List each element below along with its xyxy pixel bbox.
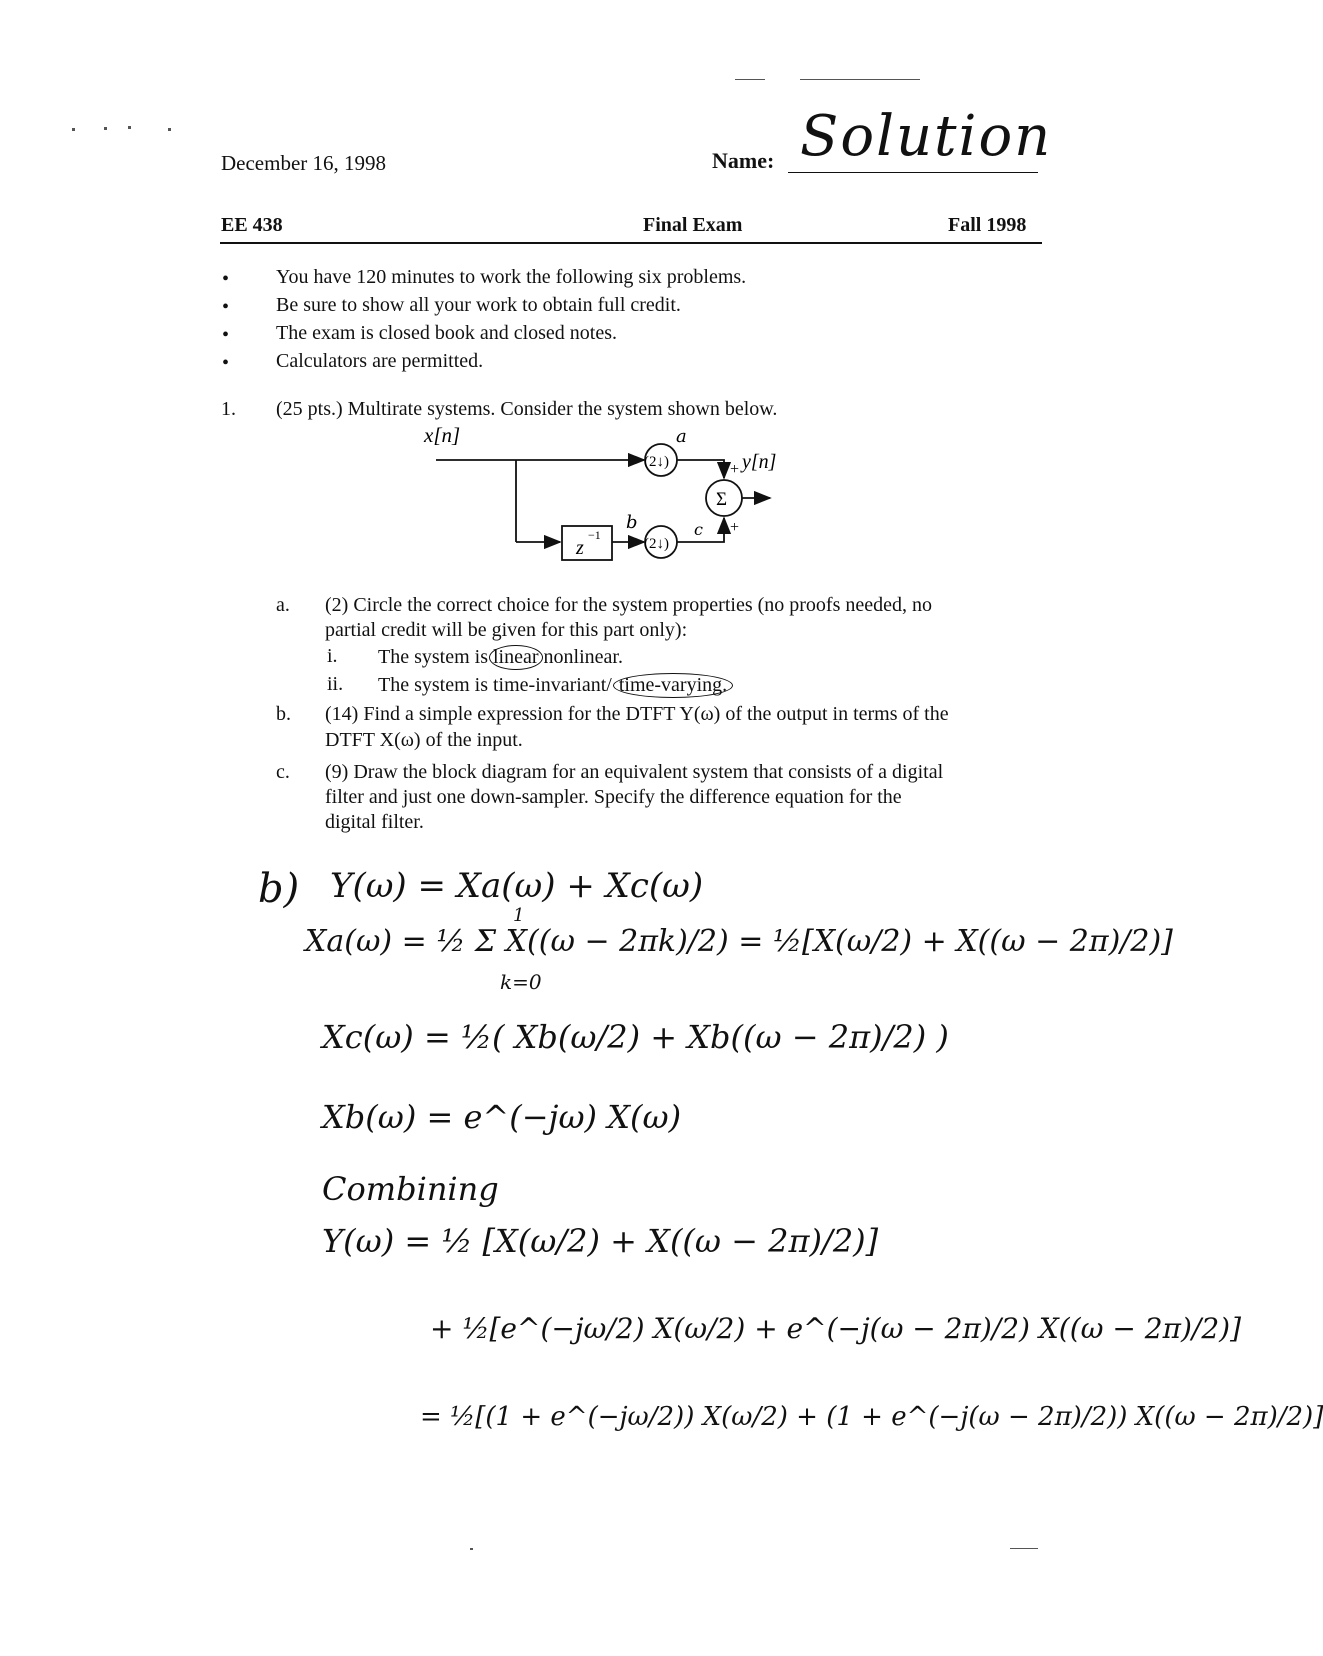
header-rule xyxy=(220,242,1042,244)
part-a-text-1: (2) Circle the correct choice for the system properties (no proofs needed, no xyxy=(325,594,932,616)
scan-speck xyxy=(470,1548,473,1550)
sum-lower-limit: k=0 xyxy=(500,970,542,994)
solution-line-7: + ½[e^(−jω/2) X(ω/2) + e^(−j(ω − 2π)/2) X((ω − 2π)/2)] xyxy=(430,1312,1241,1345)
choice-linear-circled xyxy=(489,645,543,670)
part-a-text-2: partial credit will be given for this part only): xyxy=(325,619,688,641)
downsampler-top-label: (2↓) xyxy=(644,454,669,470)
instruction-item: You have 120 minutes to work the following six problems. xyxy=(276,266,747,288)
plus-top: + xyxy=(730,461,740,478)
scan-speck xyxy=(128,126,131,129)
part-a-i-label: i. xyxy=(327,645,338,667)
instruction-item: Calculators are permitted. xyxy=(276,350,484,372)
sum-upper-limit: 1 xyxy=(513,905,525,926)
choice-nonlinear: nonlinear. xyxy=(543,646,623,668)
part-b-text-1: (14) Find a simple expression for the DTFT Y(ω) of the output in terms of the xyxy=(325,703,949,725)
bullet-icon: • xyxy=(222,352,230,374)
part-a-i-prefix: The system is xyxy=(378,646,488,668)
name-underline xyxy=(788,172,1038,173)
part-a-i-line xyxy=(378,645,623,670)
top-path-wire xyxy=(677,460,724,478)
part-a-label: a. xyxy=(276,594,290,616)
choice-time-varying: time-varying. xyxy=(618,674,728,696)
part-c-text-1: (9) Draw the block diagram for an equivalent system that consists of a digital xyxy=(325,761,944,783)
scan-speck xyxy=(168,128,171,131)
bullet-icon: • xyxy=(222,296,230,318)
node-c-label: c xyxy=(694,520,703,539)
part-a-ii-prefix: The system is time-invariant/ xyxy=(378,674,612,696)
delay-label: z xyxy=(576,537,584,559)
block-diagram xyxy=(424,423,820,570)
solution-line-2: Xa(ω) = ½ Σ X((ω − 2πk)/2) = ½[X(ω/2) + X((ω − 2π)/2)] xyxy=(305,924,1173,959)
part-a-ii-line xyxy=(378,673,733,698)
part-b-text-2: DTFT X(ω) of the input. xyxy=(325,729,523,751)
term: Fall 1998 xyxy=(948,214,1027,236)
output-label: y[n] xyxy=(742,451,777,473)
course-code: EE 438 xyxy=(221,214,283,236)
bullet-icon: • xyxy=(222,268,230,290)
input-label: x[n] xyxy=(424,423,461,447)
part-a-ii-label: ii. xyxy=(327,673,344,695)
part-c-text-3: digital filter. xyxy=(325,811,424,833)
solution-line-1: Y(ω) = Xa(ω) + Xc(ω) xyxy=(330,866,704,906)
scan-speck xyxy=(72,128,75,131)
part-b-label: b. xyxy=(276,703,291,725)
node-b-label: b xyxy=(626,512,638,533)
solution-line-3: Xc(ω) = ½( Xb(ω/2) + Xb((ω − 2π)/2) ) xyxy=(322,1018,949,1056)
instruction-item: Be sure to show all your work to obtain full credit. xyxy=(276,294,681,316)
node-a-label: a xyxy=(676,426,687,447)
solution-line-8: = ½[(1 + e^(−jω/2)) X(ω/2) + (1 + e^(−j(ω − 2π)/2)) X((ω − 2π)/2)] xyxy=(420,1402,1323,1432)
choice-linear: linear xyxy=(493,646,539,668)
delay-block xyxy=(562,526,612,560)
scan-speck xyxy=(800,79,920,80)
problem-intro: (25 pts.) Multirate systems. Consider the system shown below. xyxy=(276,398,778,420)
solution-line-5: Combining xyxy=(322,1170,499,1208)
part-c-text-2: filter and just one down-sampler. Specify the difference equation for the xyxy=(325,786,902,808)
downsampler-bottom-label: (2↓) xyxy=(644,536,669,552)
solution-part-label: b) xyxy=(258,866,300,912)
problem-number: 1. xyxy=(221,398,236,420)
exam-date: December 16, 1998 xyxy=(221,151,387,175)
sum-symbol: Σ xyxy=(716,489,728,510)
bullet-icon: • xyxy=(222,324,230,346)
delay-exponent: −1 xyxy=(588,528,601,542)
scan-speck xyxy=(1010,1548,1038,1549)
scan-speck xyxy=(104,127,107,130)
plus-bottom: + xyxy=(730,519,740,536)
name-label: Name: xyxy=(712,148,775,173)
name-value: Solution xyxy=(800,104,1053,169)
solution-line-6: Y(ω) = ½ [X(ω/2) + X((ω − 2π)/2)] xyxy=(322,1222,879,1260)
instruction-item: The exam is closed book and closed notes. xyxy=(276,322,618,344)
choice-time-varying-circled xyxy=(613,673,733,698)
solution-line-4: Xb(ω) = e^(−jω) X(ω) xyxy=(322,1098,682,1136)
part-c-label: c. xyxy=(276,761,290,783)
exam-title: Final Exam xyxy=(643,214,743,236)
scan-speck xyxy=(735,79,765,80)
